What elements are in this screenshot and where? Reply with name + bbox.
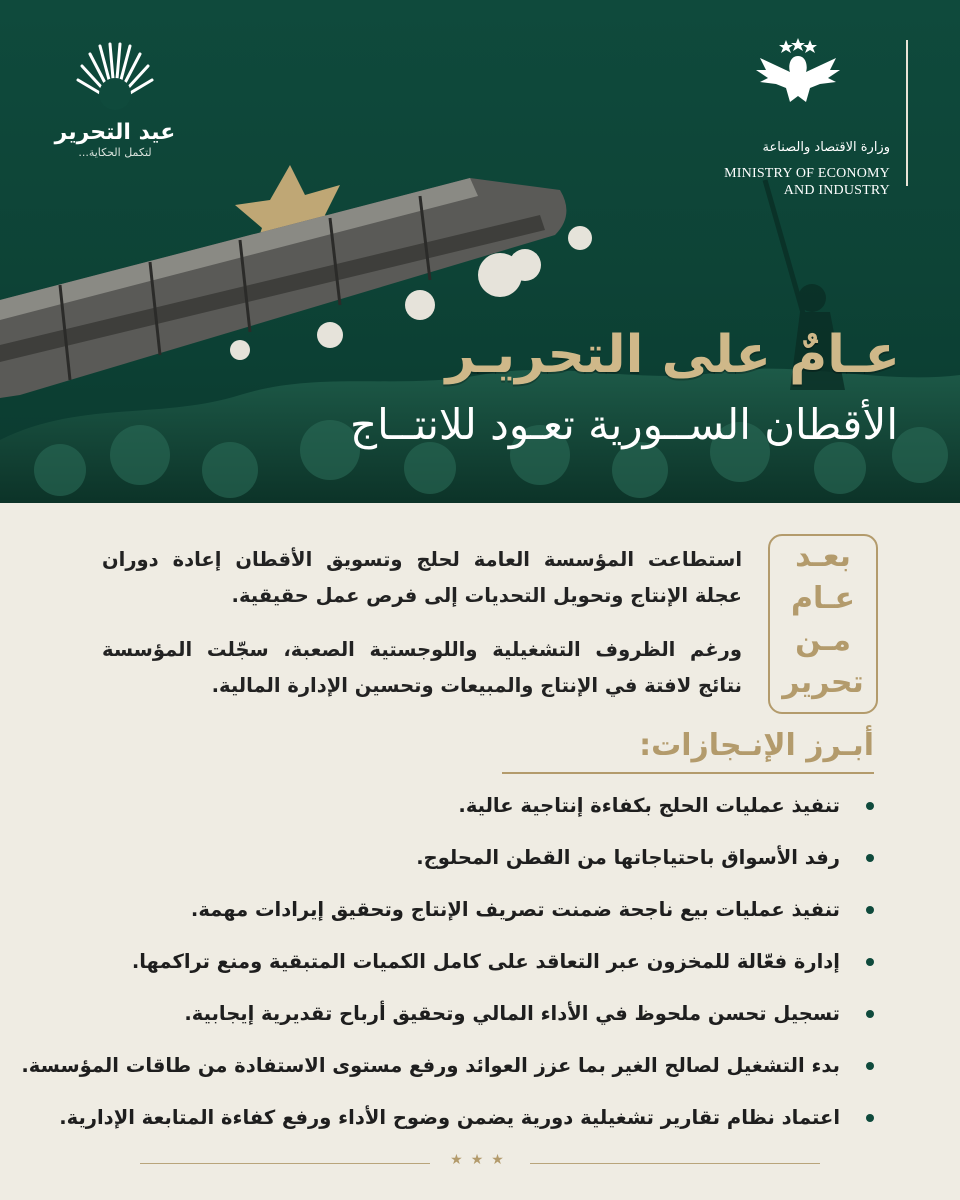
- list-item-text: اعتماد نظام تقارير تشغيلية دورية يضمن وضوح الأداء ورفع كفاءة المتابعة الإدارية.: [59, 1106, 840, 1129]
- list-item-text: إدارة فعّالة للمخزون عبر التعاقد على كامل الكميات المتبقية ومنع تراكمها.: [131, 950, 840, 973]
- sidebox-line-4: تحرير: [782, 665, 864, 700]
- eid-subtitle: لتكمل الحكاية...: [78, 146, 152, 159]
- list-item: [94, 890, 874, 942]
- hero-banner: [0, 0, 960, 503]
- ministry-name-en-2: AND INDUSTRY: [783, 183, 890, 198]
- achievements-list: [21, 786, 874, 1150]
- bullet-icon: [866, 1114, 874, 1122]
- bullet-icon: [866, 802, 874, 810]
- sidebox-line-1: بعـد: [795, 539, 851, 574]
- list-item-text: رفد الأسواق باحتياجاتها من القطن المحلوج.: [416, 846, 840, 869]
- achievements-underline: [502, 772, 874, 774]
- intro-paragraph-2: ورغم الظروف التشغيلية واللوجستية الصعبة، سجّلت المؤسسة نتائج لافتة في الإنتاج والمبيعات وتحسين الإدارة المالية.: [102, 638, 742, 697]
- list-item: [94, 942, 874, 994]
- ministry-name-ar: وزارة الاقتصاد والصناعة: [762, 140, 890, 155]
- footer-stars: ★★★: [450, 1152, 512, 1168]
- sidebox-line-3: مـن: [795, 623, 851, 658]
- list-item: [94, 786, 874, 838]
- bullet-icon: [866, 958, 874, 966]
- bullet-icon: [866, 854, 874, 862]
- ministry-name-en-1: MINISTRY OF ECONOMY: [724, 166, 890, 181]
- sidebox-line-2: عـام: [791, 581, 855, 616]
- headline: عـامٌ على التحريـر: [445, 325, 900, 385]
- bullet-icon: [866, 906, 874, 914]
- list-item-text: تنفيذ عمليات الحلج بكفاءة إنتاجية عالية.: [458, 794, 840, 817]
- bullet-icon: [866, 1062, 874, 1070]
- ministry-logo: [688, 36, 908, 198]
- subheadline: الأقطان الســورية تعـود للانتــاج: [350, 400, 898, 449]
- list-item-text: بدء التشغيل لصالح الغير بما عزز العوائد ورفع مستوى الاستفادة من طاقات المؤسسة.: [21, 1054, 840, 1077]
- list-item-text: تسجيل تحسن ملحوظ في الأداء المالي وتحقيق أرباح تقديرية إيجابية.: [184, 1002, 840, 1025]
- logo-divider: [906, 40, 908, 186]
- list-item-text: تنفيذ عمليات بيع ناجحة ضمنت تصريف الإنتاج وتحقيق إيرادات مهمة.: [190, 898, 840, 921]
- eagle-emblem-icon: [750, 36, 846, 106]
- eid-altahrir-logo: [50, 42, 180, 182]
- sunburst-logo-icon: [72, 42, 158, 112]
- bullet-icon: [866, 1010, 874, 1018]
- footer-rule-right: [530, 1163, 820, 1164]
- footer-rule-left: [140, 1163, 430, 1164]
- year-after-liberation-box: [768, 534, 878, 714]
- achievements-heading: أبـرز الإنـجازات:: [639, 728, 874, 763]
- list-item: [94, 994, 874, 1046]
- list-item: [59, 1098, 874, 1150]
- list-item: [21, 1046, 874, 1098]
- list-item: [94, 838, 874, 890]
- eid-title: عيد التحرير: [54, 120, 176, 145]
- intro-paragraph-1: استطاعت المؤسسة العامة لحلج وتسويق الأقطان إعادة دوران عجلة الإنتاج وتحويل التحديات إلى فرص عمل حقيقية.: [102, 548, 742, 607]
